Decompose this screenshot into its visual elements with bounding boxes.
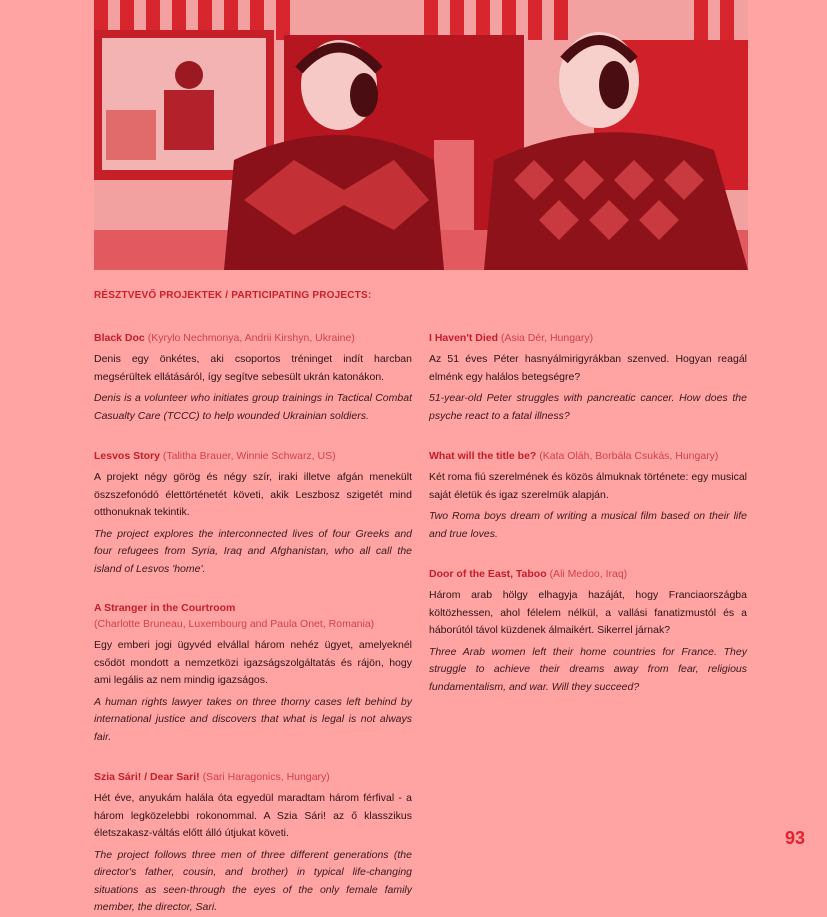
- project-description-hu: A projekt négy görög és négy szír, iraki illetve afgán menekült öszszefonódó élettörténetét követi, akik Leszbosz szigetét mind otthonuknak tekintik.: [94, 471, 412, 518]
- project-name: Szia Sári! / Dear Sari!: [94, 771, 200, 783]
- project-description-hu: Denis egy önkétes, aki csoportos tréninget indít harcban megsérültek ellátásáról, így segítve sebesült ukrán katonákon.: [94, 353, 412, 383]
- project-title: [429, 330, 747, 346]
- project-description-en: Three Arab women left their home countries for France. They struggle to achieve their dreams away from fear, religious fundamentalism, and war. Will they succeed?: [429, 645, 747, 693]
- left-column: [94, 330, 412, 917]
- project-title: [94, 448, 412, 464]
- project-title: [94, 769, 412, 785]
- project-door-of-the-east: [429, 566, 747, 696]
- section-title-separator: /: [222, 290, 232, 301]
- project-credit: (Talitha Brauer, Winnie Schwarz, US): [162, 450, 336, 462]
- project-credit: (Ali Medoo, Iraq): [549, 568, 628, 580]
- project-credit: (Sari Haragonics, Hungary): [202, 771, 330, 783]
- project-name: What will the title be?: [429, 450, 537, 462]
- project-name: Door of the East, Taboo: [429, 568, 547, 580]
- section-title: [94, 290, 371, 301]
- project-credit: (Charlotte Bruneau, Luxembourg and Paula Onet, Romania): [94, 618, 375, 630]
- project-credit: (Asia Dér, Hungary): [500, 332, 594, 344]
- project-name: I Haven't Died: [429, 332, 499, 344]
- project-name: Black Doc: [94, 332, 145, 344]
- hero-photo: [94, 0, 748, 270]
- project-description-en: Two Roma boys dream of writing a musical film based on their life and true loves.: [429, 510, 747, 540]
- project-stranger-courtroom: [94, 600, 412, 746]
- project-title: [429, 566, 747, 582]
- project-description-en: The project follows three men of three different generations (the director's father, cousin, and brother) in typical life-changing situations as seen-through the eyes of the only female family member, the director, Sari.: [94, 848, 412, 913]
- project-black-doc: [94, 330, 412, 425]
- project-description-hu: Hét éve, anyukám halála óta egyedül maradtam három férfival - a három legközelebbi rokonommal. A Szia Sári! az ő klasszikus életszakasz-váltás előtt álló útjukat követi.: [94, 792, 412, 839]
- project-description-en: 51-year-old Peter struggles with pancreatic cancer. How does the psyche react to a fatal illness?: [429, 392, 747, 422]
- project-title: [94, 330, 412, 346]
- project-description-hu: Az 51 éves Péter hasnyálmirigyrákban szenved. Hogyan reagál elménk egy halálos betegségre?: [429, 353, 747, 383]
- project-szia-sari: [94, 769, 412, 917]
- project-description-hu: Három arab hölgy elhagyja hazáját, hogy Franciaországba költözhessen, ahol félelem nélkül, a vallási fanatizmustól és a háborútól távol küzdenek álmaikért. Sikerrel járnak?: [429, 589, 747, 636]
- project-what-will-title-be: [429, 448, 747, 543]
- page-number: 93: [784, 828, 805, 848]
- right-column: [429, 330, 747, 696]
- project-description-en: Denis is a volunteer who initiates group trainings in Tactical Combat Casualty Care (TCCC) to help wounded Ukrainian soldiers.: [94, 392, 412, 422]
- project-description-hu: Egy emberi jogi ügyvéd elvállal három nehéz ügyet, amelyeknél csődöt mondott a nemzetközi igazságszolgáltatás és rájön, hogy ami legális az nem mindig igazságos.: [94, 639, 412, 686]
- hero-photo-illustration: [94, 0, 748, 270]
- project-description-en: The project explores the interconnected lives of four Greeks and four refugees from Syria, Iraq and Afghanistan, who all call the island of Lesvos 'home'.: [94, 527, 412, 575]
- project-lesvos-story: [94, 448, 412, 578]
- section-title-en: PARTICIPATING PROJECTS:: [231, 290, 372, 301]
- project-description-en: A human rights lawyer takes on three thorny cases left behind by international justice and discovers that what is legal is not always fair.: [94, 695, 412, 743]
- project-i-havent-died: [429, 330, 747, 425]
- project-name: Lesvos Story: [94, 450, 160, 462]
- project-title: A Stranger in the Courtroom: [94, 602, 236, 614]
- project-credit: (Kyrylo Nechmonya, Andrii Kirshyn, Ukraine): [147, 332, 355, 344]
- project-title: [429, 448, 747, 464]
- section-title-hu: RÉSZTVEVŐ PROJEKTEK: [94, 290, 223, 301]
- project-description-hu: Két roma fiú szerelmének és közös álmuknak története: egy musical saját életük és igaz szerelmük alapján.: [429, 471, 747, 501]
- project-credit: (Kata Oláh, Borbála Csukás, Hungary): [539, 450, 719, 462]
